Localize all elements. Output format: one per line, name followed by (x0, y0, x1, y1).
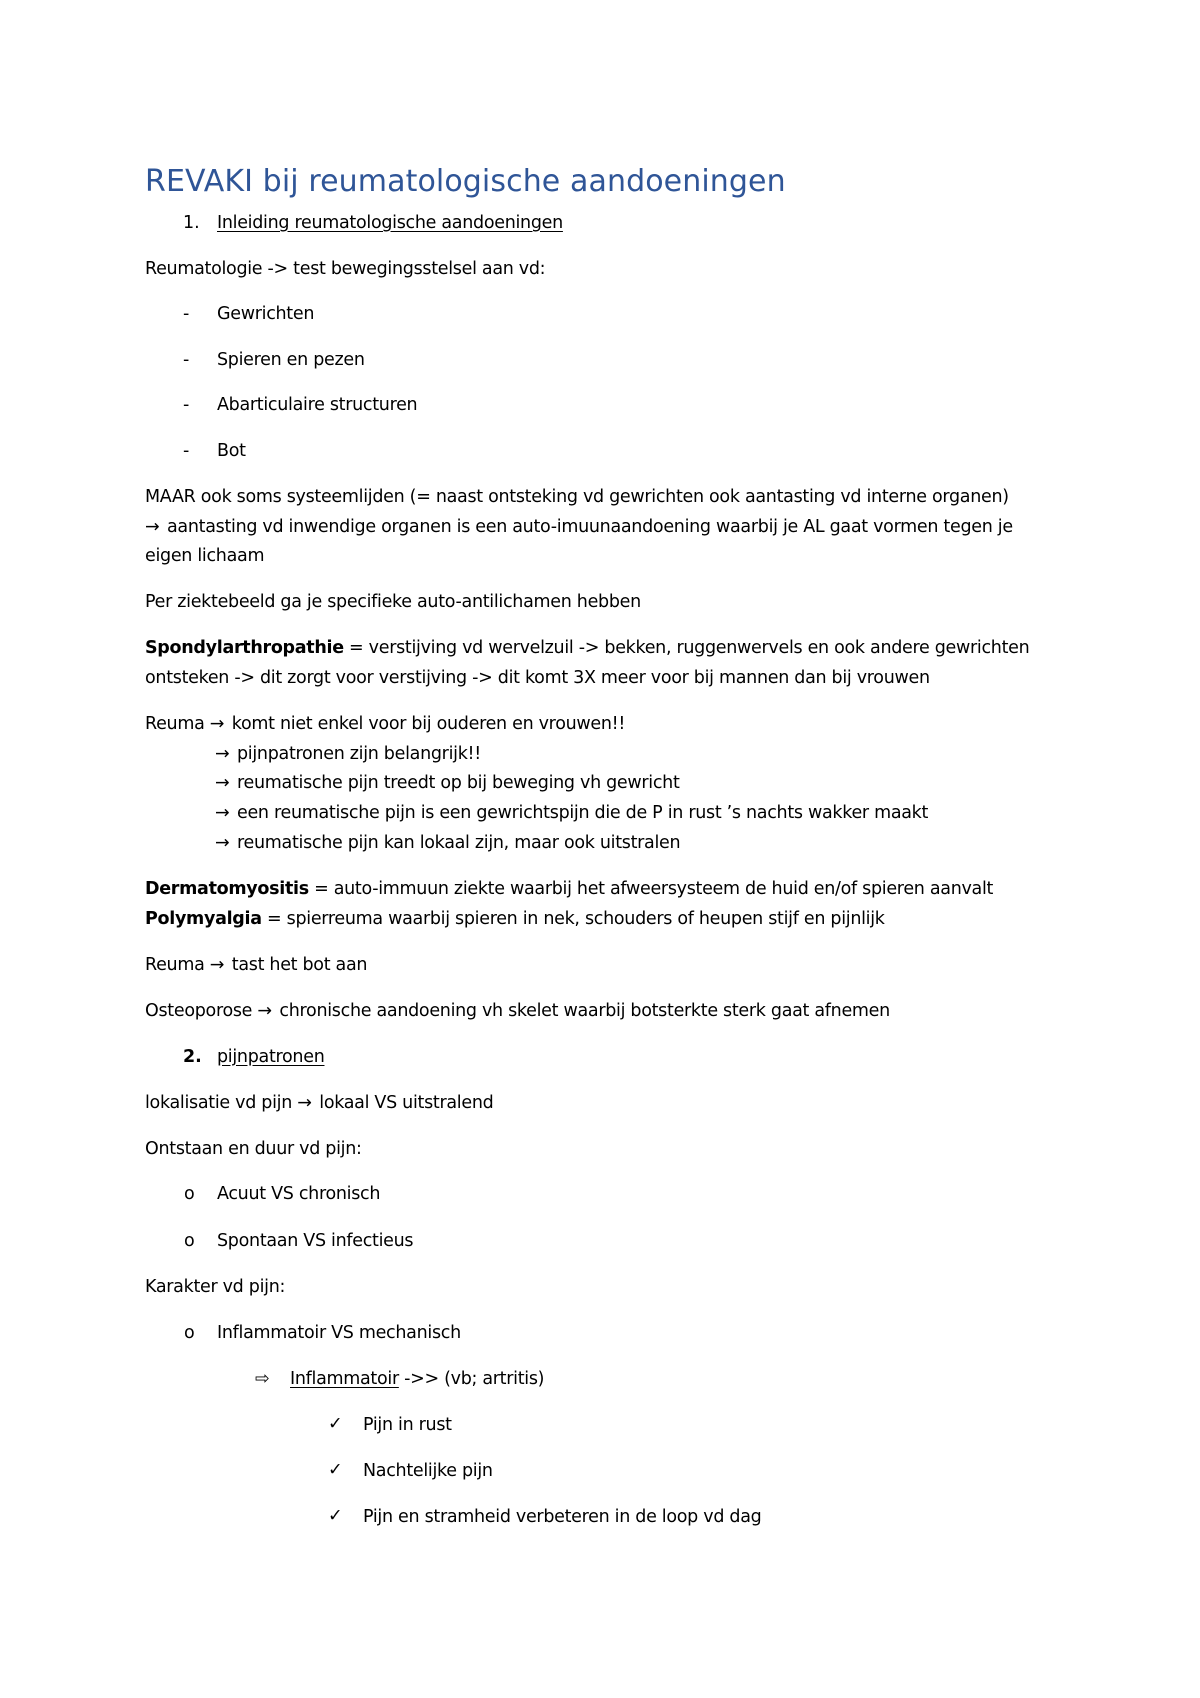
arrow-icon: → (215, 744, 230, 764)
reuma-line (145, 954, 367, 976)
arrow-icon: → (257, 1001, 272, 1021)
checkmark-icon: ✓ (328, 1460, 343, 1480)
definition-term: Spondylarthropathie (145, 638, 344, 658)
list-item: Spieren en pezen (217, 350, 365, 370)
definition-continued: ontsteken -> dit zorgt voor verstijving -> dit komt 3X meer voor bij mannen dan bij vrouwen (145, 668, 930, 688)
reuma-text: reumatische pijn treedt op bij beweging vh gewricht (237, 773, 680, 793)
list-item: Gewrichten (217, 304, 315, 324)
reuma-text: een reumatische pijn is een gewrichtspijn die de P in rust ’s nachts wakker maakt (237, 803, 929, 823)
arrow-icon: → (215, 803, 230, 823)
checkmark-icon: ✓ (328, 1414, 343, 1434)
list-marker: - (183, 441, 190, 461)
list-marker: o (184, 1323, 195, 1343)
definition-term: Dermatomyositis (145, 879, 309, 899)
section-number: 1. (183, 213, 200, 233)
arrow-icon: → (215, 773, 230, 793)
reuma-text: pijnpatronen zijn belangrijk!! (237, 744, 481, 764)
reuma-line (145, 713, 625, 735)
list-item: Abarticulaire structuren (217, 395, 418, 415)
definition-text: chronische aandoening vh skelet waarbij botsterkte sterk gaat afnemen (279, 1001, 890, 1021)
check-item: Pijn in rust (363, 1415, 452, 1435)
reuma-term: Reuma (145, 955, 205, 975)
list-marker: - (183, 395, 190, 415)
reuma-line (215, 832, 680, 854)
paragraph-text: aantasting vd inwendige organen is een auto-imuunaandoening waarbij je AL gaat vormen tegen je (167, 517, 1013, 537)
document-title: REVAKI bij reumatologische aandoeningen (145, 164, 786, 199)
list-marker: - (183, 350, 190, 370)
arrow-icon: → (209, 955, 225, 975)
list-item: Spontaan VS infectieus (217, 1231, 414, 1251)
paragraph: Ontstaan en duur vd pijn: (145, 1139, 362, 1159)
sub-item (290, 1368, 544, 1390)
section-heading: Inleiding reumatologische aandoeningen (217, 213, 563, 233)
definition-text: = verstijving vd wervelzuil -> bekken, ruggenwervels en ook andere gewrichten (343, 638, 1030, 658)
reuma-line (215, 743, 481, 765)
arrow-icon: → (215, 833, 230, 853)
list-marker: o (184, 1184, 195, 1204)
definition (145, 878, 993, 900)
paragraph (145, 516, 1013, 538)
arrow-outline-icon: ⇨ (255, 1369, 270, 1389)
arrow-icon: → (145, 517, 160, 537)
definition-term: Osteoporose (145, 1001, 253, 1021)
sub-item-text: ->> (vb; artritis) (398, 1369, 545, 1389)
sub-item-term: Inflammatoir (290, 1369, 399, 1389)
arrow-icon: → (297, 1093, 312, 1113)
list-marker: - (183, 304, 190, 324)
paragraph-text: lokalisatie vd pijn (145, 1093, 292, 1113)
definition-text: = spierreuma waarbij spieren in nek, schouders of heupen stijf en pijnlijk (261, 909, 885, 929)
paragraph: Reumatologie -> test bewegingsstelsel aan vd: (145, 259, 546, 279)
section-heading: pijnpatronen (217, 1047, 325, 1067)
check-item: Nachtelijke pijn (363, 1461, 493, 1481)
arrow-icon: → (209, 714, 225, 734)
list-item: Inflammatoir VS mechanisch (217, 1323, 461, 1343)
list-item: Acuut VS chronisch (217, 1184, 381, 1204)
reuma-line (215, 772, 680, 794)
paragraph: Per ziektebeeld ga je specifieke auto-antilichamen hebben (145, 592, 641, 612)
reuma-text: tast het bot aan (231, 955, 368, 975)
paragraph: Karakter vd pijn: (145, 1277, 286, 1297)
definition (145, 637, 1029, 659)
reuma-term: Reuma (145, 714, 205, 734)
section-number: 2. (183, 1047, 202, 1067)
definition-term: Polymyalgia (145, 909, 262, 929)
reuma-text: reumatische pijn kan lokaal zijn, maar ook uitstralen (237, 833, 681, 853)
definition (145, 1000, 890, 1022)
check-item: Pijn en stramheid verbeteren in de loop vd dag (363, 1507, 762, 1527)
reuma-text: komt niet enkel voor bij ouderen en vrouwen!! (231, 714, 626, 734)
reuma-line (215, 802, 928, 824)
paragraph: eigen lichaam (145, 546, 265, 566)
checkmark-icon: ✓ (328, 1506, 343, 1526)
list-item: Bot (217, 441, 246, 461)
paragraph (145, 1092, 493, 1114)
paragraph-text: lokaal VS uitstralend (319, 1093, 494, 1113)
list-marker: o (184, 1231, 195, 1251)
definition-text: = auto-immuun ziekte waarbij het afweersysteem de huid en/of spieren aanvalt (308, 879, 994, 899)
definition (145, 908, 885, 930)
paragraph: MAAR ook soms systeemlijden (= naast ontsteking vd gewrichten ook aantasting vd interne organen) (145, 487, 1009, 507)
